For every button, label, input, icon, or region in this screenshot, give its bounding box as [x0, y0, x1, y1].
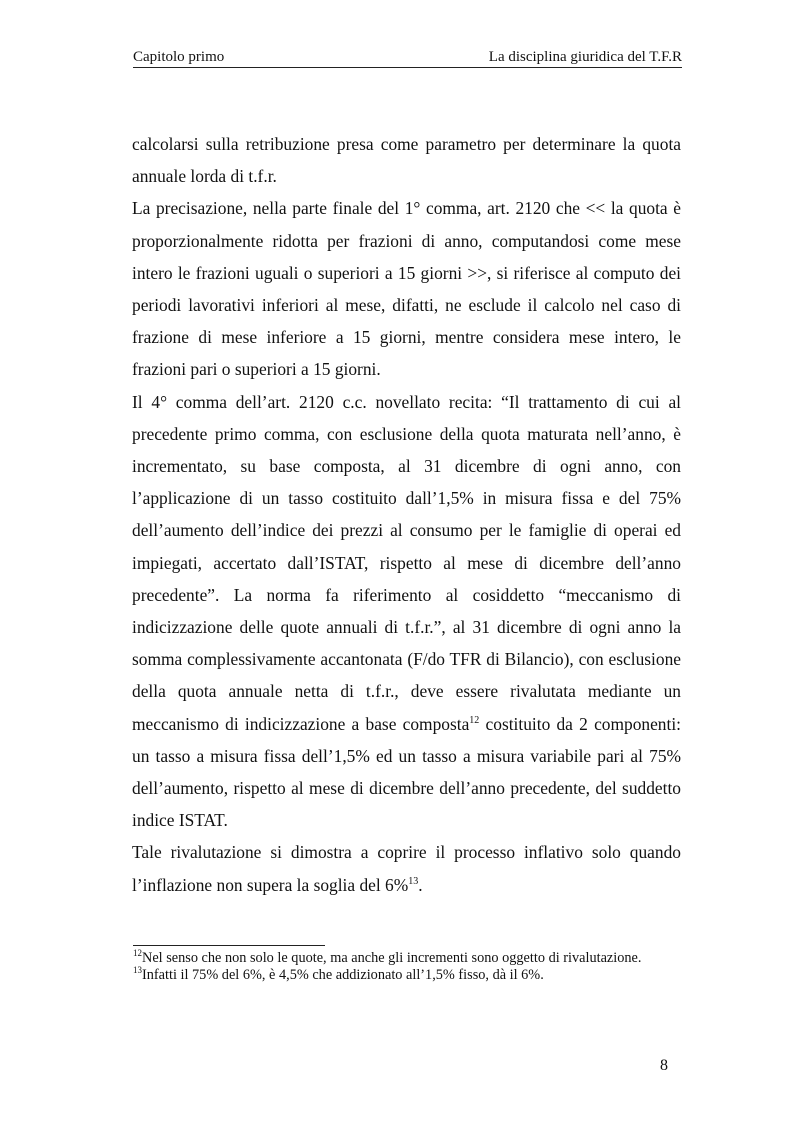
footnote-text: Nel senso che non solo le quote, ma anche gli incrementi sono oggetto di rivalutazione.	[142, 950, 642, 966]
footnote-number: 12	[133, 948, 142, 959]
paragraph-3-part-a: Il 4° comma dell’art. 2120 c.c. novellato recita: “Il trattamento di cui al precedente primo comma, con esclusione della quota maturata nell’anno, è incrementato, su base composta, al 31 dicembre di ogni anno, con l’applicazione di un tasso costituito dall’1,5% in misura fissa e del 75% dell’aumento dell’indice dei prezzi al consumo per le famiglie di operai ed impiegati, accertato dall’ISTAT, rispetto al mese di dicembre dell’anno precedente”. La norma fa riferimento al cosiddetto “meccanismo di indicizzazione delle quote annuali di t.f.r.”, al 31 dicembre di ogni anno la somma complessivamente accantonata (F/do TFR di Bilancio), con esclusione della quota annuale netta di t.f.r., deve essere rivalutata mediante un meccanismo di indicizzazione a base composta	[132, 391, 681, 734]
footnote-text: Infatti il 75% del 6%, è 4,5% che addizionato all’1,5% fisso, dà il 6%.	[142, 967, 544, 983]
footnotes	[133, 950, 682, 984]
page-number: 8	[660, 1057, 668, 1074]
running-header	[133, 47, 682, 67]
footnote-13	[133, 967, 682, 984]
main-text	[132, 128, 681, 901]
paragraph-1: calcolarsi sulla retribuzione presa come parametro per determinare la quota annuale lorda di t.f.r.	[132, 134, 681, 187]
footnote-ref-13[interactable]: 13	[408, 875, 419, 887]
paragraph-4-part-b: .	[418, 874, 423, 895]
footnote-rule	[133, 945, 325, 946]
footnote-number: 13	[133, 965, 142, 976]
footnote-12	[133, 950, 682, 967]
paragraph-3-part-b: costituito da 2 componenti: un tasso a misura fissa dell’1,5% ed un tasso a misura variabile pari al 75% dell’aumento, rispetto al mese di dicembre dell’anno precedente, del suddetto indice ISTAT.	[132, 713, 681, 831]
header-chapter: Capitolo primo	[133, 49, 225, 65]
paragraph-4-part-a: Tale rivalutazione si dimostra a coprire il processo inflativo solo quando l’inflazione non supera la soglia del 6%	[132, 842, 681, 895]
paragraph-4	[132, 836, 681, 900]
paragraph-2: La precisazione, nella parte finale del 1° comma, art. 2120 che << la quota è proporzionalmente ridotta per frazioni di anno, computandosi come mese intero le frazioni uguali o superiori a 15 giorni >>, si riferisce al computo dei periodi lavorativi inferiori al mese, difatti, ne esclude il calcolo nel caso di frazione di mese inferiore a 15 giorni, mentre considera mese intero, le frazioni pari o superiori a 15 giorni.	[132, 198, 681, 380]
footnote-ref-12[interactable]: 12	[469, 714, 480, 726]
header-title: La disciplina giuridica del T.F.R	[488, 49, 682, 65]
header-rule	[133, 67, 682, 68]
paragraph-3	[132, 386, 681, 837]
